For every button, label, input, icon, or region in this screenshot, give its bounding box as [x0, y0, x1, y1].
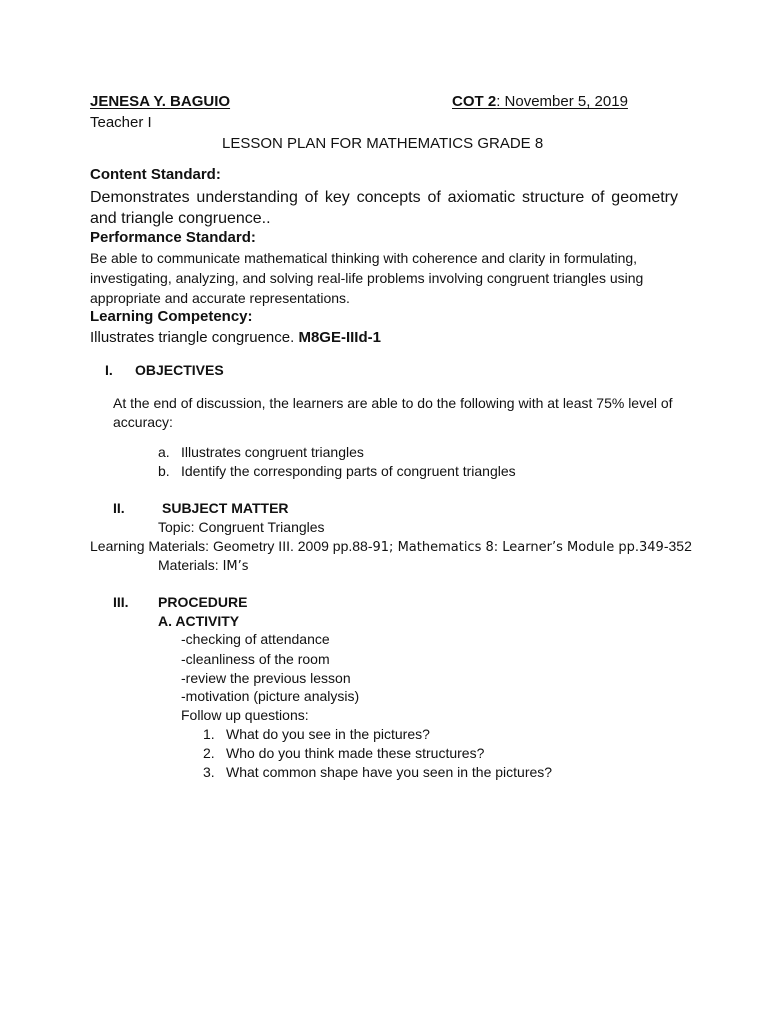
materials-value: IM’s	[222, 559, 249, 574]
activity-item: -motivation (picture analysis)	[181, 688, 360, 704]
objective-item-a: Illustrates congruent triangles	[181, 444, 364, 460]
learning-competency-text: Illustrates triangle congruence.	[90, 329, 299, 346]
learning-materials-a: Learning Materials: Geometry III. 2009 pp.88	[90, 538, 368, 554]
objective-marker-b: b.	[158, 463, 170, 479]
procedure-numeral: III.	[113, 594, 129, 610]
question-item: Who do you think made these structures?	[226, 745, 485, 761]
performance-standard-heading: Performance Standard:	[90, 229, 256, 246]
cot-label: COT 2	[452, 93, 497, 110]
teacher-position: Teacher I	[90, 114, 152, 131]
subject-matter-numeral: II.	[113, 500, 125, 516]
question-item: What do you see in the pictures?	[226, 726, 430, 742]
activity-heading: A. ACTIVITY	[158, 613, 240, 629]
follow-up-label: Follow up questions:	[181, 707, 309, 723]
question-item: What common shape have you seen in the pictures?	[226, 764, 553, 780]
activity-item: -cleanliness of the room	[181, 651, 330, 667]
document-title: LESSON PLAN FOR MATHEMATICS GRADE 8	[222, 135, 544, 152]
activity-item: -checking of attendance	[181, 631, 330, 647]
cot-date: : November 5, 2019	[496, 93, 628, 110]
learning-competency-heading: Learning Competency:	[90, 308, 253, 325]
cot-line	[452, 93, 628, 110]
learning-materials-c: -352	[663, 538, 692, 554]
question-marker: 1.	[203, 726, 215, 742]
learning-materials-b: -91; Mathematics 8: Learner’s Module pp.349	[367, 540, 664, 555]
content-standard-text: Demonstrates understanding of key concepts of axiomatic structure of geometry and triangle congruence..	[90, 189, 678, 227]
objective-marker-a: a.	[158, 444, 170, 460]
competency-code: M8GE-IIId-1	[298, 329, 381, 346]
procedure-heading: PROCEDURE	[158, 594, 248, 610]
learning-competency-line	[90, 329, 381, 346]
topic-line: Topic: Congruent Triangles	[158, 519, 325, 535]
performance-standard-text: Be able to communicate mathematical thinking with coherence and clarity in formulating, investigating, analyzing, and solving real-life problems involving congruent triangles using appropriate and accurate representations.	[90, 250, 644, 306]
objective-item-b: Identify the corresponding parts of congruent triangles	[181, 463, 516, 479]
objectives-numeral: I.	[105, 362, 113, 378]
learning-materials-line	[90, 538, 692, 555]
materials-label: Materials:	[158, 557, 223, 573]
subject-matter-heading: SUBJECT MATTER	[162, 500, 289, 516]
content-standard-heading: Content Standard:	[90, 166, 221, 183]
activity-item: -review the previous lesson	[181, 670, 351, 686]
objectives-heading: OBJECTIVES	[135, 362, 224, 378]
materials-line	[158, 557, 249, 574]
objectives-intro: At the end of discussion, the learners are able to do the following with at least 75% level of accuracy:	[113, 395, 673, 430]
question-marker: 2.	[203, 745, 215, 761]
question-marker: 3.	[203, 764, 215, 780]
teacher-name: JENESA Y. BAGUIO	[90, 93, 231, 110]
